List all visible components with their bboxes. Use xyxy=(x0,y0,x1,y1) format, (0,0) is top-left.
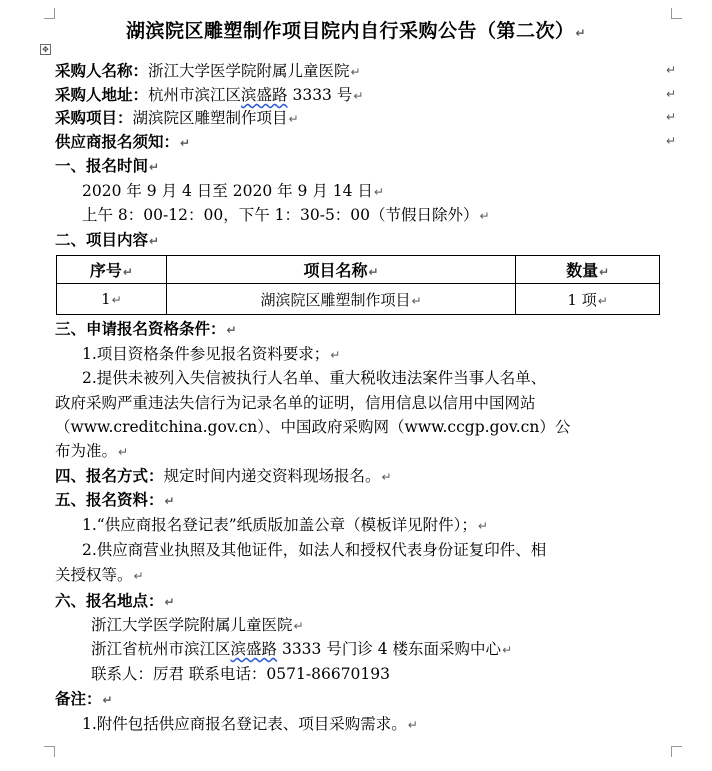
section5-heading xyxy=(55,489,175,512)
section1-heading-text: 一、报名时间 xyxy=(55,156,149,175)
section3-item1 xyxy=(82,343,340,366)
table-row xyxy=(57,284,660,315)
paragraph-mark: ↵ xyxy=(502,643,513,657)
section1-dates-text: 2020 年 9 月 4 日至 2020 年 9 月 14 日 xyxy=(82,182,373,200)
section3-item2-text: 政府采购严重违法失信行为记录名单的证明，信用信息以信用中国网站 xyxy=(55,394,536,412)
purchaser-name-line xyxy=(55,60,361,83)
paragraph-mark: ↵ xyxy=(149,234,160,248)
paragraph-mark: ↵ xyxy=(180,136,191,150)
paragraph-mark: ↵ xyxy=(353,89,364,103)
paragraph-mark: ↵ xyxy=(164,595,175,609)
purchaser-address-line xyxy=(55,84,363,107)
notes-heading-text: 备注： xyxy=(55,689,102,708)
section6-heading-text: 六、报名地点： xyxy=(55,591,164,610)
section3-item1-text: 1.项目资格条件参见报名资料要求； xyxy=(82,345,330,363)
section1-dates xyxy=(82,180,384,203)
section3-item2-line1 xyxy=(82,367,546,389)
notes-item1 xyxy=(82,713,418,736)
crop-mark-bottom-right xyxy=(671,746,682,757)
project-line xyxy=(55,107,299,130)
address-prefix: 杭州市滨江区 xyxy=(148,86,242,104)
section1-hours xyxy=(82,204,490,227)
address-suffix: 3333 号 xyxy=(287,86,353,104)
section6-heading xyxy=(55,590,175,613)
section3-item2-text: （www.creditchina.gov.cn）、中国政府采购网（www.ccgp.gov.cn）公 xyxy=(55,418,571,436)
address-road: 滨盛路 xyxy=(241,86,288,104)
cell-end-mark: ↵ xyxy=(665,63,676,77)
table-cell xyxy=(516,284,660,315)
section2-heading xyxy=(55,229,159,252)
paragraph-mark: ↵ xyxy=(575,26,587,40)
paragraph-mark: ↵ xyxy=(477,519,488,533)
purchaser-name-value: 浙江大学医学院附属儿童医院 xyxy=(148,62,350,80)
address-road: 滨盛路 xyxy=(230,640,278,658)
table-cell xyxy=(57,284,167,315)
section3-item2-text: 2.提供未被列入失信被执行人名单、重大税收违法案件当事人名单、 xyxy=(82,369,547,387)
paragraph-mark: ↵ xyxy=(330,348,341,362)
section3-heading-text: 三、申请报名资格条件： xyxy=(55,319,226,338)
project-items-table xyxy=(56,255,660,315)
header-index: 序号 xyxy=(89,261,122,280)
address-prefix: 浙江省杭州市滨江区 xyxy=(91,640,231,658)
table-move-handle-icon[interactable]: ✥ xyxy=(40,44,51,55)
cell-project-name: 湖滨院区雕塑制作项目 xyxy=(260,290,411,309)
section5-item2-line2 xyxy=(55,564,144,587)
section5-item2-line1 xyxy=(82,539,546,561)
paragraph-mark: ↵ xyxy=(381,470,392,484)
paragraph-mark: ↵ xyxy=(599,265,610,279)
paragraph-mark: ↵ xyxy=(122,265,133,279)
cell-end-mark: ↵ xyxy=(665,134,676,148)
section3-item2-line4 xyxy=(55,440,128,463)
paragraph-mark: ↵ xyxy=(350,65,361,79)
section1-hours-text: 上午 8：00-12：00，下午 1：30-5：00（节假日除外） xyxy=(82,206,479,224)
section6-org-text: 浙江大学医学院附属儿童医院 xyxy=(91,616,293,634)
paragraph-mark: ↵ xyxy=(102,693,113,707)
section6-org xyxy=(91,614,304,637)
header-quantity: 数量 xyxy=(566,261,599,280)
document-title xyxy=(0,16,712,43)
paragraph-mark: ↵ xyxy=(411,293,422,308)
table-header-row xyxy=(57,256,660,284)
section5-item1 xyxy=(82,514,488,537)
purchaser-name-label: 采购人名称： xyxy=(55,61,149,80)
header-project-name: 项目名称 xyxy=(303,261,368,280)
section5-item2-text: 关授权等。 xyxy=(55,566,133,584)
crop-mark-bottom-left xyxy=(44,746,55,757)
table-header-cell xyxy=(166,256,515,284)
section3-item2-text: 布为准。 xyxy=(55,442,118,460)
section6-contact xyxy=(91,663,390,685)
section4-text: 规定时间内递交资料现场报名。 xyxy=(163,467,381,485)
table-header-cell xyxy=(57,256,167,284)
section6-contact-text: 联系人：厉君 联系电话：0571-86670193 xyxy=(91,665,391,683)
notes-heading xyxy=(55,688,113,711)
section4-line xyxy=(55,465,392,488)
section1-heading xyxy=(55,155,159,178)
paragraph-mark: ↵ xyxy=(288,112,299,126)
paragraph-mark: ↵ xyxy=(373,185,384,199)
section6-address xyxy=(91,638,512,661)
project-label: 采购项目： xyxy=(55,108,133,127)
paragraph-mark: ↵ xyxy=(293,619,304,633)
title-text: 湖滨院区雕塑制作项目院内自行采购公告（第二次） xyxy=(125,20,575,42)
table-header-cell xyxy=(516,256,660,284)
cell-end-mark: ↵ xyxy=(665,110,676,124)
section5-heading-text: 五、报名资料： xyxy=(55,490,164,509)
section4-heading-text: 四、报名方式： xyxy=(55,466,164,485)
paragraph-mark: ↵ xyxy=(479,209,490,223)
paragraph-mark: ↵ xyxy=(226,323,237,337)
paragraph-mark: ↵ xyxy=(164,494,175,508)
table-cell xyxy=(166,284,515,315)
notice-heading-text: 供应商报名须知： xyxy=(55,132,180,151)
paragraph-mark: ↵ xyxy=(118,445,129,459)
section3-item2-line3 xyxy=(55,416,570,438)
notes-item1-text: 1.附件包括供应商报名登记表、项目采购需求。 xyxy=(82,715,407,733)
section5-item1-text: 1.“供应商报名登记表”纸质版加盖公章（模板详见附件）； xyxy=(82,516,477,534)
address-suffix: 3333 号门诊 4 楼东面采购中心 xyxy=(277,640,502,658)
section5-item2-text: 2.供应商营业执照及其他证件，如法人和授权代表身份证复印件、相 xyxy=(82,541,547,559)
section3-heading xyxy=(55,318,237,341)
purchaser-address-label: 采购人地址： xyxy=(55,85,149,104)
paragraph-mark: ↵ xyxy=(149,160,160,174)
notice-heading xyxy=(55,131,190,154)
section2-heading-text: 二、项目内容 xyxy=(55,230,149,249)
paragraph-mark: ↵ xyxy=(111,293,122,307)
project-value: 湖滨院区雕塑制作项目 xyxy=(132,109,288,127)
paragraph-mark: ↵ xyxy=(368,265,379,279)
paragraph-mark: ↵ xyxy=(133,569,144,583)
paragraph-mark: ↵ xyxy=(407,718,418,732)
cell-quantity: 1 项 xyxy=(567,290,597,309)
paragraph-mark: ↵ xyxy=(597,293,608,308)
cell-end-mark: ↵ xyxy=(665,87,676,101)
section3-item2-line2 xyxy=(55,392,536,414)
cell-index: 1 xyxy=(101,290,111,308)
